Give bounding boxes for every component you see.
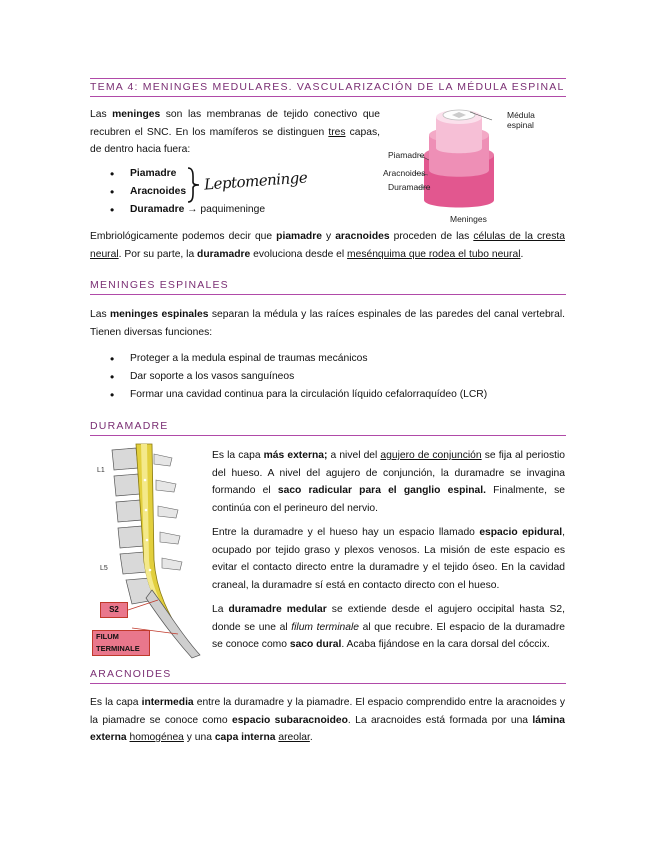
- meninges-espinales-paragraph: Las meninges espinales separan la médula y las raíces espinales de las paredes del canal vertebral. Tienen diversas funciones:: [90, 309, 565, 338]
- section-heading-meninges-espinales: MENINGES ESPINALES: [90, 279, 566, 295]
- duramadre-paragraph-1: Es la capa más externa; a nivel del agujero de conjunción se fija al periostio del hueso. A nivel del agujero de conjunción, la duramadre se invagina formando el saco radicular para el ganglio espinal. Finalmente, se continúa con el perineuro del nervio.: [212, 450, 565, 514]
- list-item: • Aracnoides: [92, 183, 352, 201]
- list-item: • Proteger a la medula espinal de traumas mecánicos: [92, 350, 562, 368]
- aracnoides-paragraph: Es la capa intermedia entre la duramadre y la piamadre. El espacio comprendido entre la aracnoides y la piamadre se conoce como espacio subaracnoideo. La aracnoides está formada por una lámina externa homogénea y una capa interna areolar.: [90, 697, 565, 743]
- list-item: • Formar una cavidad continua para la circulación líquido cefalorraquídeo (LCR): [92, 386, 562, 404]
- label-s2: S2: [100, 602, 128, 618]
- duramadre-paragraph-2: Entre la duramadre y el hueso hay un espacio llamado espacio epidural, ocupado por tejido graso y plexos venosos. La misión de este espacio es evitar el contacto directo entre la duramadre y el tejido óseo. En la cavidad craneal, la duramadre sí está en contacto directo con el hueso.: [212, 527, 565, 591]
- embryo-paragraph: Embriológicamente podemos decir que piamadre y aracnoides proceden de las células de la cresta neural. Por su parte, la duramadre evoluciona desde el mesénquima que rodea el tubo neural.: [90, 231, 565, 260]
- functions-list: [92, 350, 562, 404]
- label-l5: L5: [100, 565, 108, 572]
- list-item: • Piamadre: [92, 165, 352, 183]
- list-item: • Duramadre → paquimeninge: [92, 201, 352, 219]
- label-meninges: Meninges: [450, 214, 487, 224]
- brace-icon: [186, 166, 202, 204]
- label-aracnoides: Aracnoides: [383, 168, 426, 178]
- label-l1: L1: [97, 467, 105, 474]
- spine-illustration: [92, 440, 210, 662]
- section-heading-aracnoides: ARACNOIDES: [90, 668, 566, 684]
- section-heading-duramadre: DURAMADRE: [90, 420, 566, 436]
- duramadre-paragraph-3: La duramadre medular se extiende desde el agujero occipital hasta S2, donde se une al filum terminale al que recubre. El espacio de la duramadre se conoce como saco dural. Acaba fijándose en la cara dorsal del cóccix.: [212, 604, 565, 650]
- page-title: TEMA 4: MENINGES MEDULARES. VASCULARIZACIÓN DE LA MÉDULA ESPINAL: [90, 78, 566, 97]
- label-piamadre: Piamadre: [388, 150, 425, 160]
- label-medula: Médula espinal: [507, 110, 535, 130]
- label-filum-terminale: FILUM TERMINALE: [92, 630, 150, 656]
- intro-paragraph: Las meninges son las membranas de tejido conectivo que recubren el SNC. En los mamíferos se distinguen tres capas, de dentro hacia fuera:: [90, 109, 380, 155]
- list-item: • Dar soporte a los vasos sanguíneos: [92, 368, 562, 386]
- handwritten-note: Leptomeninge: [203, 168, 308, 194]
- label-duramadre: Duramadre: [388, 182, 431, 192]
